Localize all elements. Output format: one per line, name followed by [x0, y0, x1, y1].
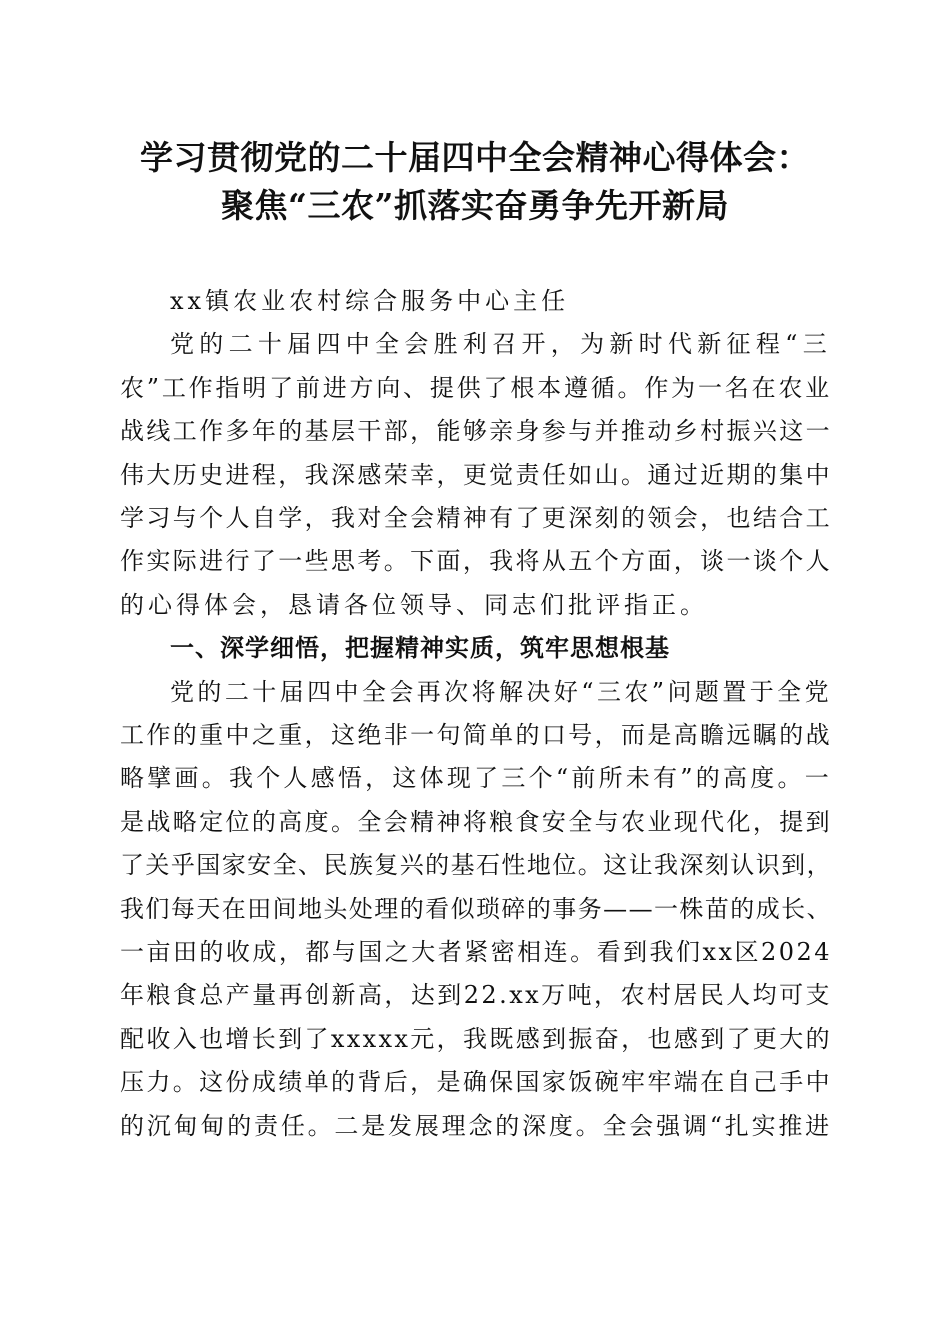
section-heading: 一、深学细悟，把握精神实质，筑牢思想根基: [170, 634, 670, 663]
paragraph-line: 党的二十届四中全会胜利召开，为新时代新征程“三: [170, 330, 832, 359]
paragraph-line: 压力。这份成绩单的背后，是确保国家饭碗牢牢端在自己手中: [120, 1068, 832, 1097]
paragraph-line: 的沉甸甸的责任。二是发展理念的深度。全会强调“扎实推进: [120, 1111, 832, 1140]
paragraph-line: 党的二十届四中全会再次将解决好“三农”问题置于全党: [170, 677, 832, 706]
paragraph-line: 略擘画。我个人感悟，这体现了三个“前所未有”的高度。一: [120, 764, 832, 793]
paragraph-line: 是战略定位的高度。全会精神将粮食安全与农业现代化，提到: [120, 807, 832, 836]
paragraph-line: 工作的重中之重，这绝非一句简单的口号，而是高瞻远瞩的战: [120, 721, 832, 749]
paragraph-line: 战线工作多年的基层干部，能够亲身参与并推动乡村振兴这一: [120, 417, 832, 446]
paragraph-line: 我们每天在田间地头处理的看似琐碎的事务——一株苗的成长、: [120, 894, 832, 923]
paragraph-line: 作实际进行了一些思考。下面，我将从五个方面，谈一谈个人: [120, 547, 832, 576]
paragraph-line: 农”工作指明了前进方向、提供了根本遵循。作为一名在农业: [120, 373, 832, 402]
paragraph-line: 的心得体会，恳请各位领导、同志们批评指正。: [120, 590, 708, 619]
paragraph-line: 一亩田的收成，都与国之大者紧密相连。看到我们xx区2024: [120, 938, 832, 966]
document-title-line-1: 学习贯彻党的二十届四中全会精神心得体会：: [140, 138, 810, 177]
paragraph-line: 了关乎国家安全、民族复兴的基石性地位。这让我深刻认识到，: [120, 851, 832, 880]
document-title-line-2: 聚焦“三农”抓落实奋勇争先开新局: [221, 186, 729, 225]
paragraph-line: xx镇农业农村综合服务中心主任: [170, 287, 570, 315]
paragraph-line: 学习与个人自学，我对全会精神有了更深刻的领会，也结合工: [120, 504, 832, 532]
paragraph-line: 配收入也增长到了xxxxx元，我既感到振奋，也感到了更大的: [120, 1024, 832, 1053]
paragraph-line: 年粮食总产量再创新高，达到22.xx万吨，农村居民人均可支: [120, 981, 832, 1010]
paragraph-line: 伟大历史进程，我深感荣幸，更觉责任如山。通过近期的集中: [120, 460, 832, 489]
